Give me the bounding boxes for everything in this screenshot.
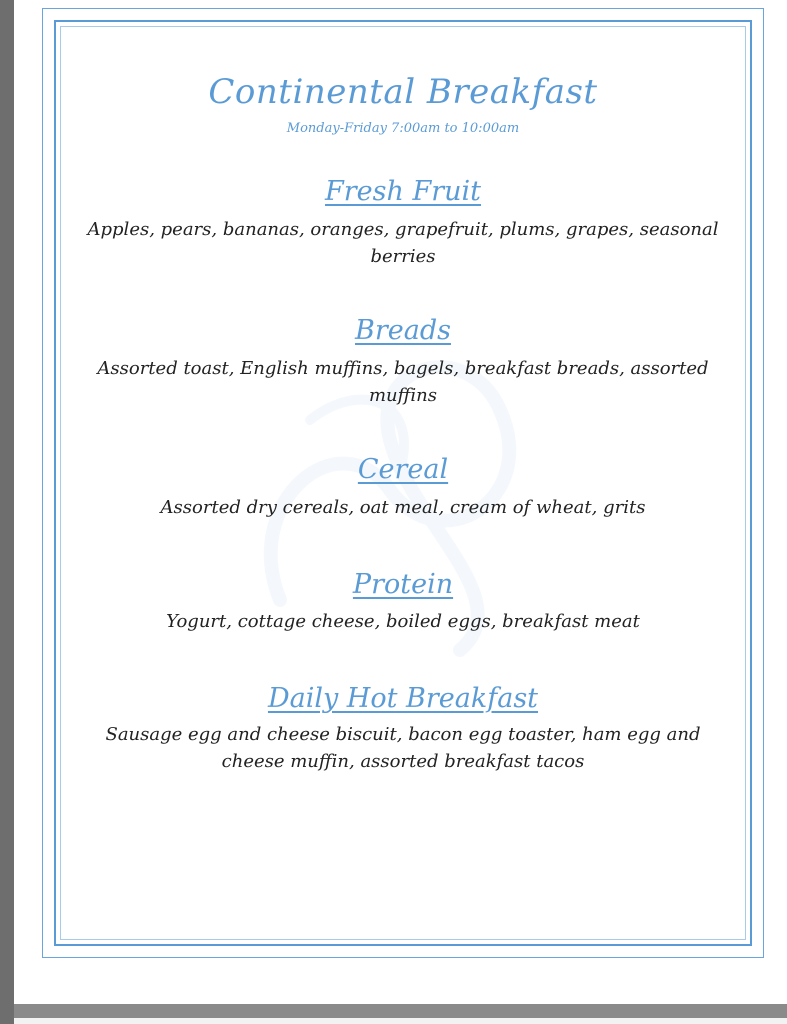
section-items-daily-hot-breakfast: Sausage egg and cheese biscuit, bacon egg toaster, ham egg and cheese muffin, assorted breakfast tacos xyxy=(105,724,701,772)
section-heading-label: Breads xyxy=(355,315,451,346)
viewer-bottom-bar xyxy=(14,1004,787,1024)
section-items-fresh-fruit: Apples, pears, bananas, oranges, grapefruit, plums, grapes, seasonal berries xyxy=(87,219,719,267)
section-heading-label: Protein xyxy=(352,569,454,600)
section-heading-label: Daily Hot Breakfast xyxy=(267,683,539,714)
section-heading-label: Cereal xyxy=(357,454,449,485)
section-items-protein: Yogurt, cottage cheese, boiled eggs, breakfast meat xyxy=(166,611,640,632)
viewer-bottom-bar-edge xyxy=(14,1018,787,1024)
menu-title: Continental Breakfast xyxy=(208,72,598,112)
section-items-cereal: Assorted dry cereals, oat meal, cream of wheat, grits xyxy=(160,497,646,518)
menu-hours: Monday-Friday 7:00am to 10:00am xyxy=(286,121,520,136)
section-heading-label: Fresh Fruit xyxy=(325,176,481,207)
section-items-breads: Assorted toast, English muffins, bagels, breakfast breads, assorted muffins xyxy=(97,358,709,406)
section-heading-fresh-fruit xyxy=(60,176,746,207)
section-heading-breads xyxy=(60,315,746,346)
section-heading-cereal xyxy=(60,454,746,485)
section-heading-protein xyxy=(60,569,746,600)
section-heading-daily-hot-breakfast xyxy=(60,683,746,714)
